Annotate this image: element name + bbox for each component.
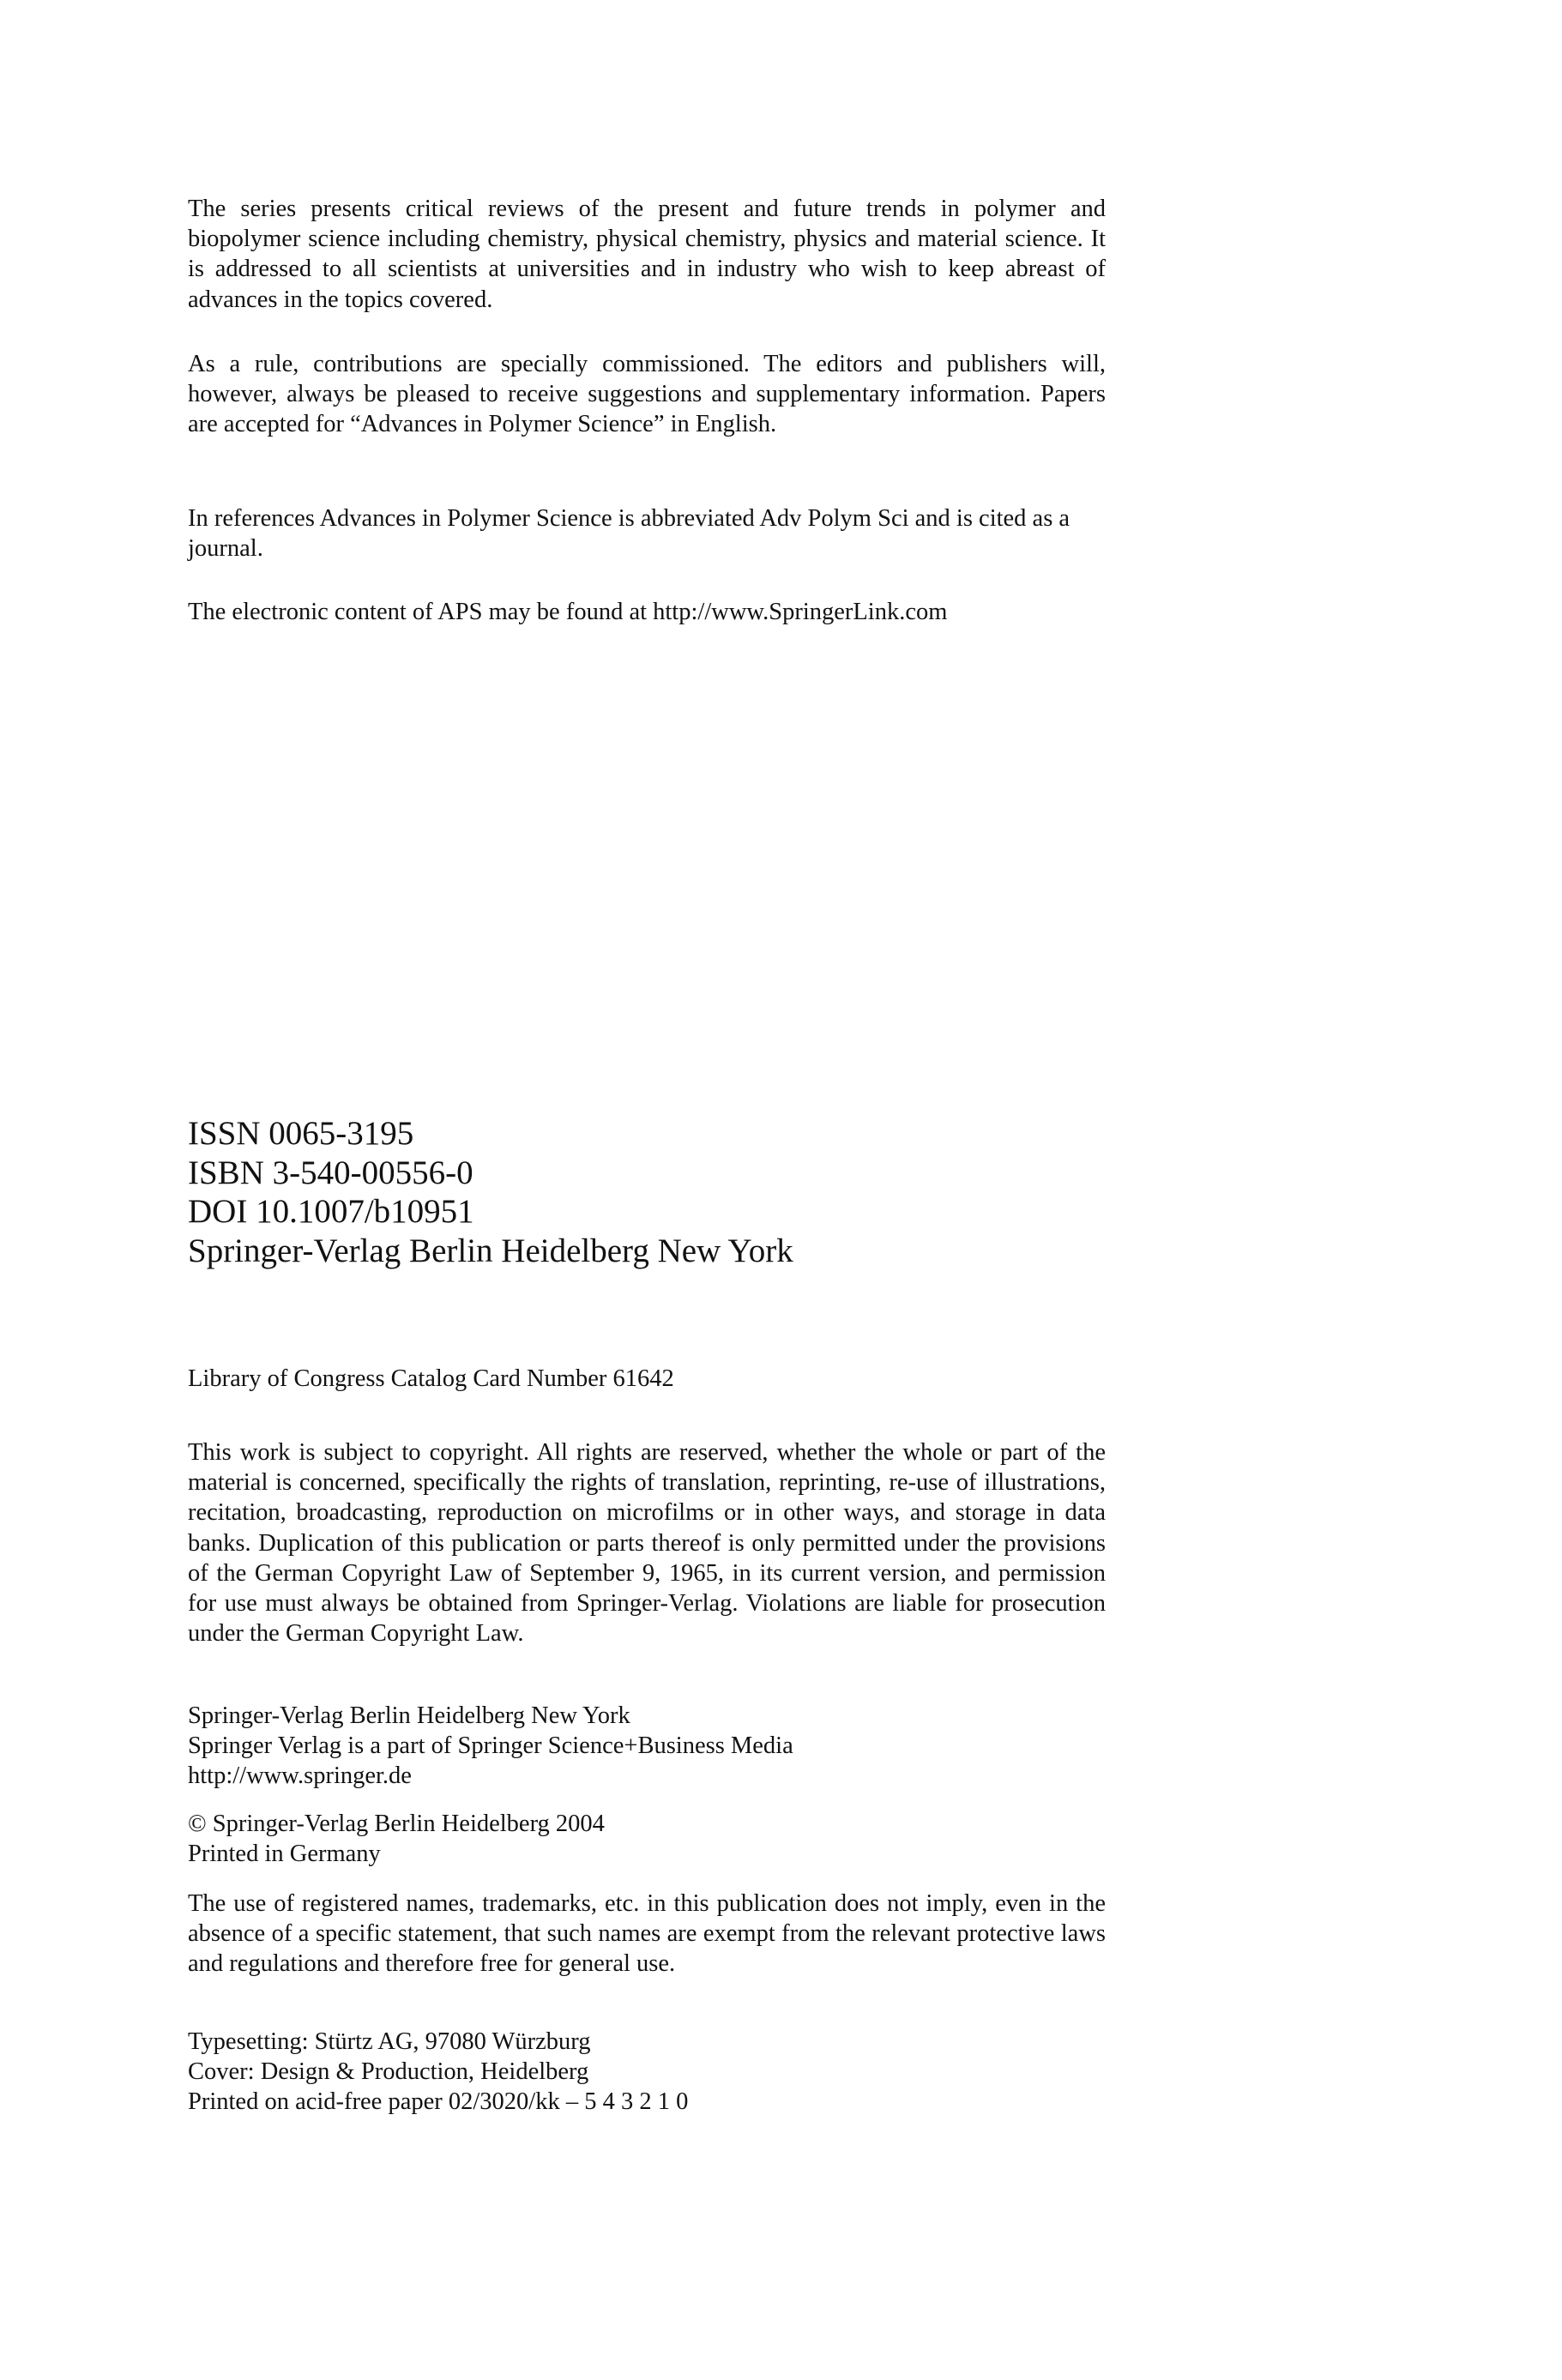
isbn: ISBN 3-540-00556-0: [188, 1154, 473, 1191]
trademark-notice: The use of registered names, trademarks, etc. in this publication does not imply, even in the absence of a specific statement, that such names are exempt from the relevant protective laws and regulations and therefore free for general use.: [188, 1890, 1106, 1978]
copyright-info: [188, 1809, 1106, 1869]
copyright-notice: This work is subject to copyright. All rights are reserved, whether the whole or part of the material is concerned, specifically the rights of translation, reprinting, re-use of illustrations, recitation, broadcasting, reproduction on microfilms or in other ways, and storage in data banks. Duplication of this publication or parts thereof is only permitted under the provisions of the German Copyright Law of September 9, 1965, in its current version, and permission for use must always be obtained from Springer-Verlag. Violations are liable for prosecution under the German Copyright Law.: [188, 1439, 1106, 1648]
publisher-url: http://www.springer.de: [188, 1762, 412, 1790]
cover-line: Cover: Design & Production, Heidelberg: [188, 2058, 589, 2086]
production-info: [188, 2027, 1106, 2118]
publisher-info: [188, 1701, 1106, 1792]
identifier-block: [188, 1114, 1106, 1270]
publisher-group-line: Springer Verlag is a part of Springer Science+Business Media: [188, 1732, 793, 1760]
copyright-line: © Springer-Verlag Berlin Heidelberg 2004: [188, 1811, 605, 1837]
electronic-content-note: The electronic content of APS may be found at http://www.SpringerLink.com: [188, 599, 948, 625]
library-of-congress-number: Library of Congress Catalog Card Number 61642: [188, 1365, 674, 1392]
typesetting-line: Typesetting: Stürtz AG, 97080 Würzburg: [188, 2028, 591, 2055]
publisher-line: Springer-Verlag Berlin Heidelberg New York: [188, 1702, 630, 1729]
issn: ISSN 0065-3195: [188, 1115, 414, 1152]
printed-in-line: Printed in Germany: [188, 1841, 381, 1868]
publisher-imprint: Springer-Verlag Berlin Heidelberg New York: [188, 1232, 793, 1269]
paper-line: Printed on acid-free paper 02/3020/kk – 5 4 3 2 1 0: [188, 2088, 689, 2116]
series-description: The series presents critical reviews of the present and future trends in polymer and biopolymer science including chemistry, physical chemistry, physics and material science. It is addressed to all scientists at universities and in industry who wish to keep abreast of advances in the topics covered.: [188, 196, 1106, 313]
doi: DOI 10.1007/b10951: [188, 1193, 474, 1230]
abbreviation-note: In references Advances in Polymer Science is abbreviated Adv Polym Sci and is cited as a journal.: [188, 505, 1070, 563]
contributions-note: As a rule, contributions are specially commissioned. The editors and publishers will, however, always be pleased to receive suggestions and supplementary information. Papers are accepted for “Advances in Polymer Science” in English.: [188, 351, 1106, 438]
